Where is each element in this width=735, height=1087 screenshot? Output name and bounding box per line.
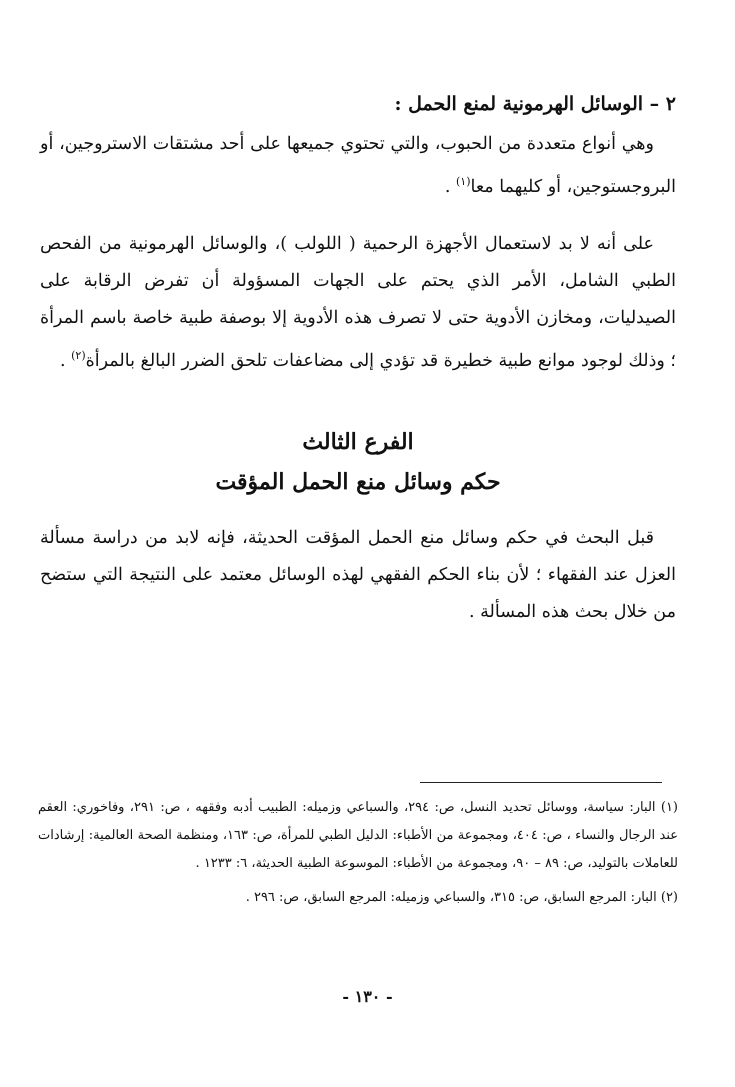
page-body <box>40 86 676 651</box>
footnote-1: (١) البار: سياسة، ووسائل تحديد النسل، ص: ٢٩٤، والسباعي وزميله: الطبيب أدبه وفقهه ، ص: ٢٩١، وفاخوري: العقم عند الرجال والنساء ، ص: ٤٠٤، ومجموعة من الأطباء: الدليل الطبي للمرأة، ص: ١٦٣، ومنظمة الصحة العالمية: إرشادات للعاملات بالتوليد، ص: ٨٩ – ٩٠، ومجموعة من الأطباء: الموسوعة الطبية الحديثة، ٦: ١٢٣٣ . <box>38 800 678 871</box>
paragraph-hormonal-pills-end: . <box>444 176 456 197</box>
subheading-hormonal-methods: ٢ – الوسائل الهرمونية لمنع الحمل : <box>394 93 676 115</box>
section-title: الفرع الثالث <box>302 428 414 455</box>
paragraph-azl-intro: قبل البحث في حكم وسائل منع الحمل المؤقت الحديثة، فإنه لابد من دراسة مسألة العزل عند الفقهاء ؛ لأن بناء الحكم الفقهي لهذه الوسائل معتمد على النتيجة التي ستضح من خلال بحث هذه المسألة . <box>40 527 676 622</box>
paragraph-medical-exam-end: . <box>59 350 72 371</box>
paragraph-hormonal-pills <box>40 126 676 206</box>
footnotes <box>38 794 678 918</box>
page-number: - ١٣٠ - <box>342 987 393 1006</box>
footnote-2: (٢) البار: المرجع السابق، ص: ٣١٥، والسباعي وزميله: المرجع السابق، ص: ٢٩٦ . <box>245 890 678 905</box>
footnote-ref-2: (٢) <box>71 348 86 362</box>
footnote-ref-1: (١) <box>456 175 471 188</box>
footnote-divider <box>420 782 662 783</box>
paragraph-medical-exam <box>40 226 676 380</box>
paragraph-hormonal-pills-text: وهي أنواع متعددة من الحبوب، والتي تحتوي جميعها على أحد مشتقات الاستروجين، أو البروجستوجين، أو كليهما معا <box>40 134 676 197</box>
paragraph-medical-exam-text: على أنه لا بد لاستعمال الأجهزة الرحمية ( اللولب )، والوسائل الهرمونية من الفحص الطبي الشامل، الأمر الذي يحتم على الجهات المسؤولة أن تفرض الرقابة على الصيدليات، ومخازن الأدوية حتى لا تصرف هذه الأدوية إلا بوصفة طبية خاصة باسم المرأة ؛ وذلك لوجود موانع طبية خطيرة قد تؤدي إلى مضاعفات تلحق الضرر البالغ بالمرأة <box>40 233 676 371</box>
section-subtitle: حكم وسائل منع الحمل المؤقت <box>215 468 501 495</box>
